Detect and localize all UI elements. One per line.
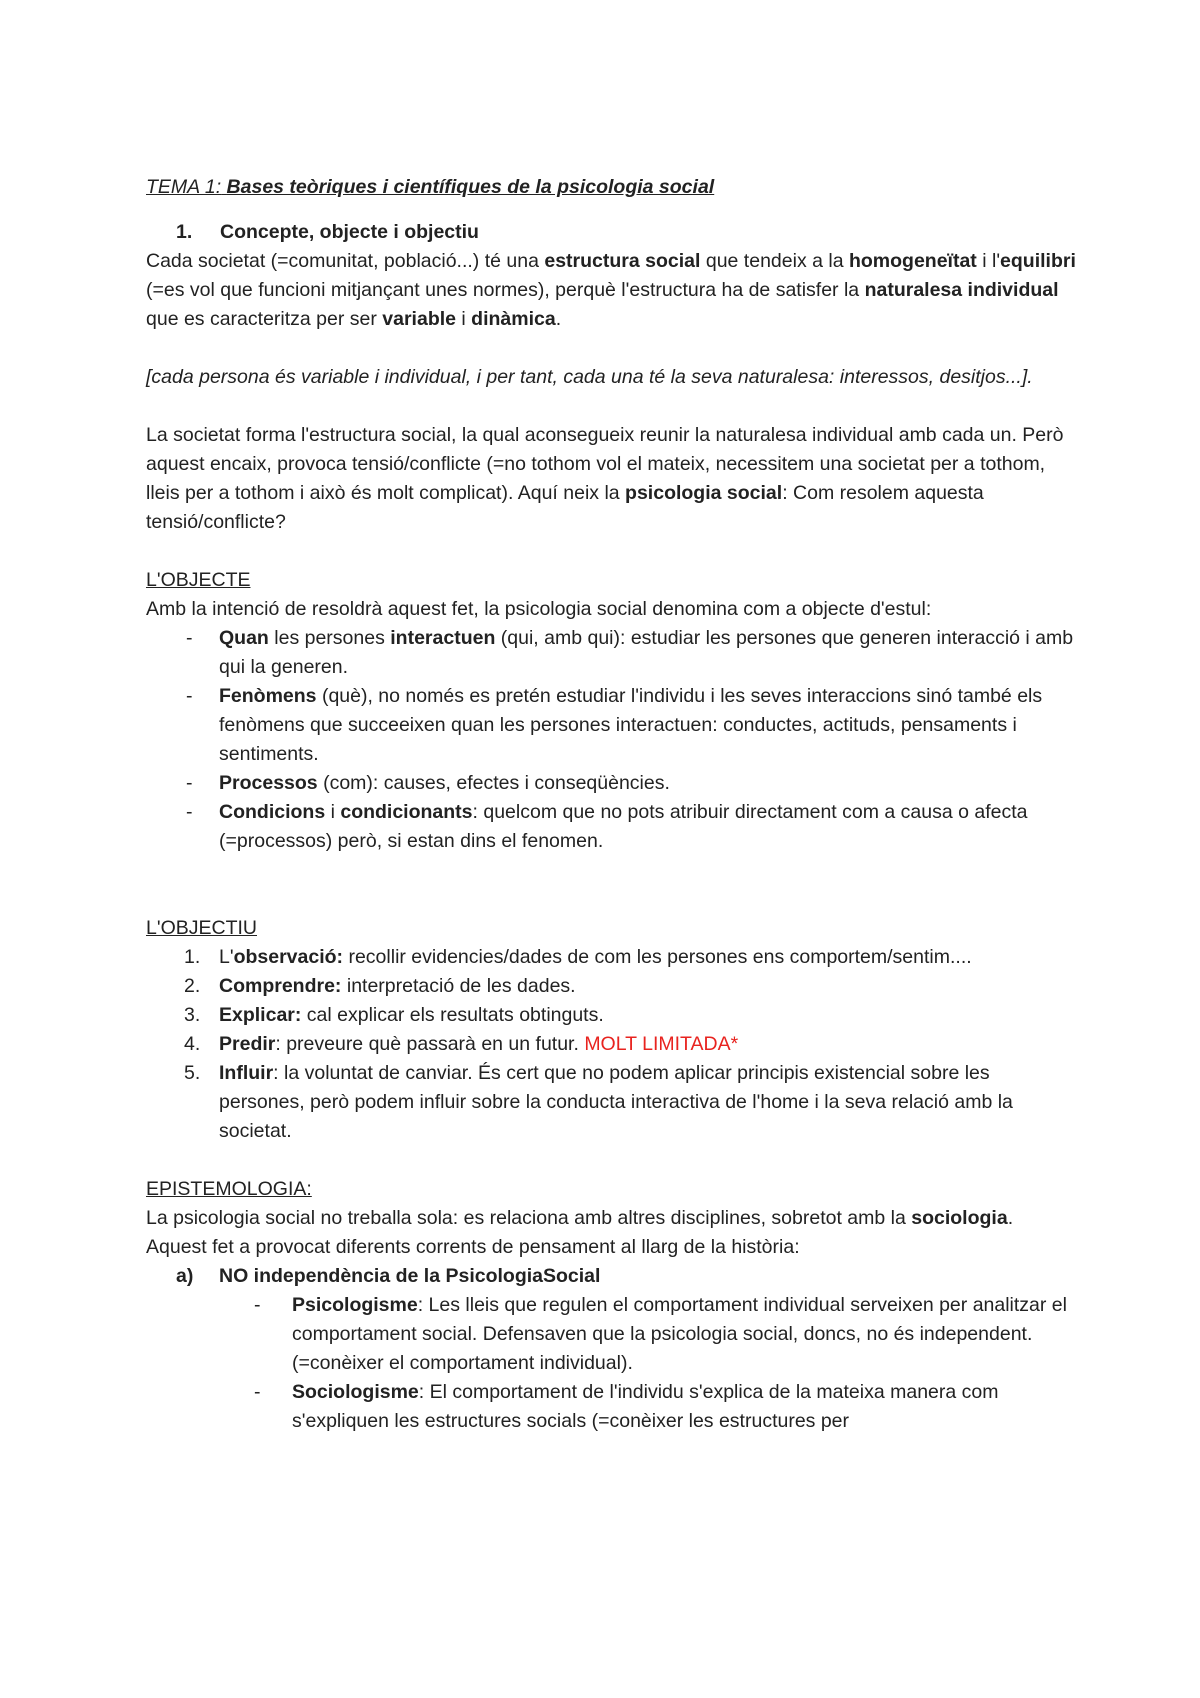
text-run: (qui, amb qui): estudiar les persones que generen interacció i amb qui la generen. <box>219 627 1074 678</box>
list-number: 1. <box>184 946 201 968</box>
list-item <box>146 1030 1076 1059</box>
text-run: Cada societat (=comunitat, població...) té una <box>146 250 545 272</box>
list-number: 4. <box>184 1033 201 1055</box>
spacer <box>146 885 1076 914</box>
dash-marker: - <box>186 627 193 649</box>
title-text: Bases teòriques i científiques de la psicologia social <box>226 176 715 198</box>
section-number: 1. <box>176 221 193 243</box>
section-heading-text: Concepte, objecte i objectiu <box>220 221 479 243</box>
bold-term: naturalesa individual <box>864 279 1059 301</box>
bold-term: Processos <box>219 772 318 794</box>
bold-term: Fenòmens <box>219 685 317 707</box>
warning-note: MOLT LIMITADA* <box>584 1033 739 1055</box>
bold-term: Quan <box>219 627 269 649</box>
list-item <box>146 972 1076 1001</box>
spacer <box>146 392 1076 421</box>
bold-term: dinàmica <box>471 308 556 330</box>
text-run: L' <box>219 946 234 968</box>
bold-term: equilibri <box>1000 250 1076 272</box>
spacer <box>146 537 1076 566</box>
text-run: : la voluntat de canviar. És cert que no podem aplicar principis existencial sobre les persones, però podem influir sobre la conducta interactiva de l'home i la seva relació amb la societat. <box>219 1062 1013 1142</box>
paragraph-societat <box>146 421 1076 537</box>
bold-term: psicologia social <box>625 482 783 504</box>
document-title <box>146 173 1076 202</box>
text-run: que es caracteritza per ser <box>146 308 383 330</box>
spacer <box>146 334 1076 363</box>
bold-term: Predir <box>219 1033 276 1055</box>
dash-marker: - <box>254 1294 261 1316</box>
text-run: : Com resolem aquesta tensió/conflicte? <box>146 482 984 533</box>
text-run: cal explicar els resultats obtinguts. <box>301 1004 604 1026</box>
objecte-intro: Amb la intenció de resoldrà aquest fet, la psicologia social denomina com a objecte d'estul: <box>146 598 932 620</box>
alpha-marker: a) <box>176 1265 194 1287</box>
bold-term: Condicions <box>219 801 326 823</box>
objecte-list <box>146 624 1076 856</box>
epistemologia-intro <box>146 1204 1076 1262</box>
text-run: i l' <box>976 250 1001 272</box>
list-item <box>146 798 1076 856</box>
list-number: 2. <box>184 975 201 997</box>
text-run: interpretació de les dades. <box>341 975 576 997</box>
bold-term: Explicar: <box>219 1004 302 1026</box>
list-number: 5. <box>184 1062 201 1084</box>
bold-term: Psicologisme <box>292 1294 418 1316</box>
list-item <box>146 682 1076 769</box>
epistemologia-sublist <box>146 1291 1076 1436</box>
bold-term: Sociologisme <box>292 1381 419 1403</box>
text-run: les persones <box>268 627 391 649</box>
text-run: : quelcom que no pots atribuir directament com a causa o afecta (=processos) però, si estan dins el fenomen. <box>219 801 1028 852</box>
document-content <box>146 173 1076 1436</box>
bold-term: Influir <box>219 1062 274 1084</box>
bold-term: interactuen <box>390 627 496 649</box>
text-run: La societat forma l'estructura social, la qual aconsegueix reunir la naturalesa individual amb cada un. Però aquest encaix, provoca tensió/conflicte (=no tothom vol el mateix, necessitem una societat per a tothom, lleis per a tothom i això és molt complicat). Aquí neix la <box>146 424 1064 504</box>
text-run: que tendeix a la <box>700 250 849 272</box>
objectiu-list <box>146 943 1076 1146</box>
bold-term: observació: <box>233 946 344 968</box>
bold-term: variable <box>382 308 456 330</box>
objectiu-heading: L'OBJECTIU <box>146 917 257 939</box>
dash-marker: - <box>186 801 193 823</box>
bold-term: Comprendre: <box>219 975 342 997</box>
alpha-heading-text: NO independència de la PsicologiaSocial <box>219 1265 601 1287</box>
list-item <box>146 624 1076 682</box>
text-run: : Les lleis que regulen el comportament individual serveixen per analitzar el comportament social. Defensaven que la psicologia social, doncs, no és independent. (=conèixer el comportament individual). <box>292 1294 1067 1374</box>
dash-marker: - <box>186 772 193 794</box>
text-run: . Aquest fet a provocat diferents corrents de pensament al llarg de la història: <box>146 1207 1014 1258</box>
list-item <box>146 943 1076 972</box>
dash-marker: - <box>186 685 193 707</box>
text-run: : preveure què passarà en un futur. <box>275 1033 585 1055</box>
alpha-heading <box>146 1262 1076 1291</box>
epistemologia-heading: EPISTEMOLOGIA: <box>146 1178 312 1200</box>
list-item <box>146 769 1076 798</box>
bold-term: homogeneïtat <box>848 250 977 272</box>
text-run: . <box>555 308 562 330</box>
spacer <box>146 856 1076 885</box>
paragraph-estructura <box>146 247 1076 334</box>
text-run: i <box>456 308 472 330</box>
bold-term: estructura social <box>544 250 701 272</box>
list-item <box>146 1059 1076 1146</box>
paragraph-note: [cada persona és variable i individual, i per tant, cada una té la seva naturalesa: interessos, desitjos...]. <box>146 366 1033 388</box>
objecte-heading: L'OBJECTE <box>146 569 251 591</box>
bold-term: sociologia <box>911 1207 1008 1229</box>
text-run: : El comportament de l'individu s'explica de la mateixa manera com s'expliquen les estructures socials (=conèixer les estructures per <box>292 1381 999 1432</box>
text-run: i <box>325 801 341 823</box>
text-run: recollir evidencies/dades de com les persones ens comportem/sentim.... <box>343 946 972 968</box>
list-item <box>146 1001 1076 1030</box>
list-number: 3. <box>184 1004 201 1026</box>
spacer <box>146 1146 1076 1175</box>
text-run: (què), no només es pretén estudiar l'individu i les seves interaccions sinó també els fenòmens que succeeixen quan les persones interactuen: conductes, actituds, pensaments i sentiments. <box>219 685 1043 765</box>
bold-term: condicionants <box>340 801 473 823</box>
text-run: La psicologia social no treballa sola: es relaciona amb altres disciplines, sobretot amb la <box>146 1207 912 1229</box>
list-item <box>146 1378 1076 1436</box>
title-prefix: TEMA 1: <box>146 176 222 198</box>
list-item <box>146 1291 1076 1378</box>
text-run: (=es vol que funcioni mitjançant unes normes), perquè l'estructura ha de satisfer la <box>146 279 865 301</box>
section-heading <box>146 218 1076 247</box>
dash-marker: - <box>254 1381 261 1403</box>
text-run: (com): causes, efectes i conseqüències. <box>317 772 670 794</box>
